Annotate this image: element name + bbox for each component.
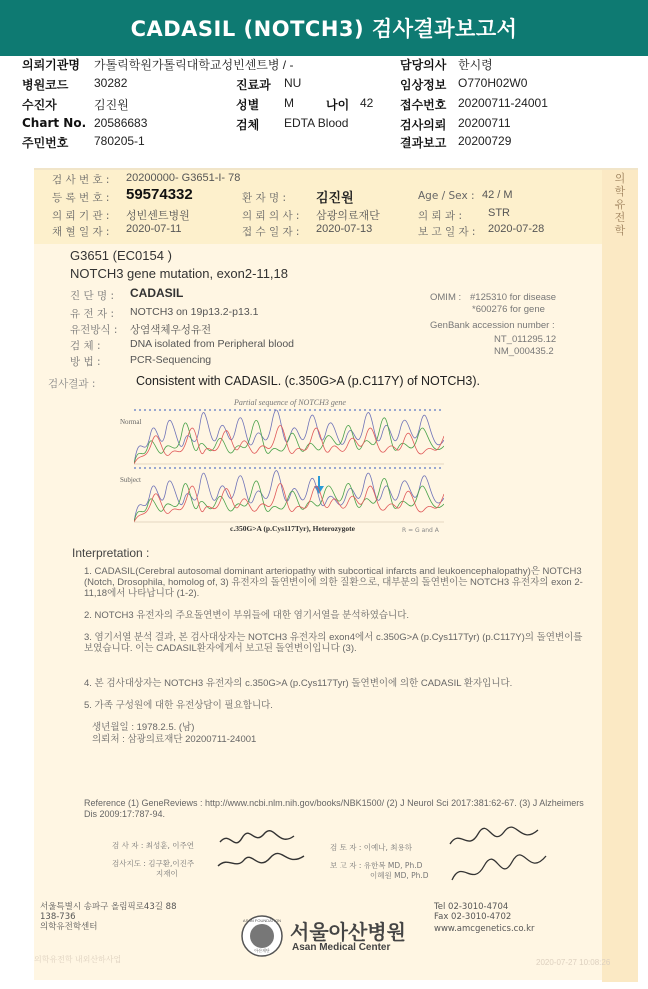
inheritance-value: 상염색체우성유전	[130, 324, 212, 336]
doctor-value: 삼광의료재단	[316, 210, 380, 222]
inst-label: 의 뢰 기 관 :	[52, 210, 110, 222]
examinee-label: 수진자	[22, 98, 57, 112]
address-line-1: 서울특별시 송파구 올림픽로43길 88	[40, 902, 177, 912]
tel: Tel 02-3010-4704	[434, 902, 509, 912]
collect-label: 채 혈 일 자 :	[52, 226, 110, 238]
website: www.amcgenetics.co.kr	[434, 924, 535, 934]
exam-no-value: 20200000- G3651-I- 78	[126, 172, 241, 184]
sex-value: M	[284, 96, 294, 110]
footer-left-faint: 의학유전학 내외산하사업	[34, 955, 122, 964]
gene-label: 유 전 자 :	[70, 308, 114, 320]
clinical-info-label: 임상정보	[400, 78, 447, 92]
report-title: CADASIL (NOTCH3) 검사결과보고서	[0, 0, 648, 56]
dept-label: 의 뢰 과 :	[418, 210, 462, 222]
report-label: 보 고 일 자 :	[418, 226, 476, 238]
sequence-ratio: R = G and A	[402, 527, 439, 534]
omim-gene: *600276 for gene	[472, 304, 545, 315]
age-label: 나이	[326, 98, 350, 112]
result-label: 검사결과 :	[48, 378, 96, 390]
sequence-normal-label: Normal	[120, 418, 142, 426]
hospital-code-label: 병원코드	[22, 78, 69, 92]
institution-value: 가톨릭학원가톨릭대학교성빈센트병 / -	[94, 58, 294, 72]
receipt-value: 2020-07-13	[316, 223, 373, 235]
exam-no-label: 검 사 번 호 :	[52, 174, 110, 186]
department-side-label: 의학유전학	[614, 172, 626, 237]
result-text: Consistent with CADASIL. (c.350G>A (p.C117Y) of NOTCH3).	[136, 374, 480, 388]
normal-trace	[134, 410, 444, 464]
reviewer-signatures	[442, 822, 552, 892]
interpretation-item-1: 1. CADASIL(Cerebral autosomal dominant arteriopathy with subcortical infarcts and leukoencephalopathy)은 NOTCH3 (Notch, Drosophila, homolog of, 3) 유전자의 돌연변이에 의한 질환으로, 대부분의 돌연변이는 NOTCH3 유전자의 exon 2-11,18에서 나타납니다 (1-2).	[84, 566, 583, 599]
hospital-logo-korean: 서울아산병원	[290, 920, 406, 944]
report-header	[0, 56, 648, 160]
inheritance-label: 유전방식 :	[70, 324, 118, 336]
genbank-nm: NM_000435.2	[494, 346, 554, 357]
sex-label: 성별	[236, 98, 260, 112]
report-value: 2020-07-28	[488, 223, 545, 235]
reviewer-2b: 이혜원 MD, Ph.D	[370, 871, 429, 880]
diagnosis-label: 진 단 명 :	[70, 290, 114, 302]
physician-label: 담당의사	[400, 58, 447, 72]
sequence-caption: c.350G>A (p.Cys117Tyr), Heterozygote	[230, 524, 356, 533]
report-date-label: 결과보고	[400, 136, 447, 150]
report-date-value: 20200729	[458, 134, 512, 148]
interpretation-item-5: 5. 가족 구성원에 대한 유전상담이 필요합니다.	[84, 700, 273, 711]
chart-no-value: 20586683	[94, 116, 148, 130]
inst-value: 성빈센트병원	[126, 210, 190, 222]
specimen-label: 검체	[236, 118, 260, 132]
tester-signatures	[214, 826, 314, 876]
clinical-info-value: O770H02W0	[458, 76, 528, 90]
reviewer-2: 보 고 자 : 유한복 MD, Ph.D	[330, 861, 423, 870]
chromatogram	[134, 406, 444, 526]
fax: Fax 02-3010-4702	[434, 912, 512, 922]
hospital-logo-english: Asan Medical Center	[292, 942, 391, 953]
resident-no-label: 주민번호	[22, 136, 69, 150]
interpretation-item-2: 2. NOTCH3 유전자의 주요돌연변이 부위들에 대한 염기서열을 분석하였습니다.	[84, 610, 410, 621]
reg-no-value: 59574332	[126, 186, 193, 203]
receipt-label: 접 수 일 자 :	[242, 226, 300, 238]
physician-value: 한시령	[458, 58, 493, 72]
receipt-no-label: 접수번호	[400, 98, 447, 112]
receipt-no-value: 20200711-24001	[458, 96, 548, 110]
footer-timestamp: 2020-07-27 10:08:26	[536, 958, 611, 967]
tester-2: 검사지도 : 김구환,이진주	[112, 859, 195, 868]
scanned-report	[34, 168, 638, 980]
specimen-doc-label: 검 체 :	[70, 340, 101, 352]
collect-value: 2020-07-11	[126, 223, 182, 235]
asan-seal-logo	[240, 914, 284, 958]
side-strip	[602, 170, 638, 982]
subject-trace	[134, 468, 444, 522]
method-label: 방 법 :	[70, 356, 101, 368]
method-value: PCR-Sequencing	[130, 354, 212, 366]
address-line-2: 138-736	[40, 912, 76, 922]
seal-inner-text: 아산재단	[254, 948, 270, 953]
tester-1: 검 사 자 : 최성훈, 이주연	[112, 841, 195, 850]
diagnosis-value: CADASIL	[130, 286, 184, 300]
request-date-label: 검사의뢰	[400, 118, 447, 132]
address-line-3: 의학유전학센터	[40, 922, 98, 932]
tester-2b: 지재이	[156, 869, 178, 878]
birth-date: 생년월일 : 1978.2.5. (남)	[92, 722, 195, 733]
resident-no-value: 780205-1	[94, 134, 145, 148]
reference: Reference (1) GeneReviews : http://www.ncbi.nlm.nih.gov/books/NBK1500/ (2) J Neurol Sci 2017:381:62-67. (3) J Alzheimers Dis 2009:17:787-94.	[84, 798, 584, 819]
chart-no-label: Chart No.	[22, 116, 87, 130]
department-label: 진료과	[236, 78, 271, 92]
gene-value: NOTCH3 on 19p13.2-p13.1	[130, 306, 259, 318]
hospital-code-value: 30282	[94, 76, 128, 90]
test-code: G3651 (EC0154 )	[70, 248, 172, 263]
seal-text: ASAN FOUNDATION	[242, 918, 282, 923]
request-date-value: 20200711	[458, 116, 511, 130]
interpretation-title: Interpretation :	[72, 546, 150, 560]
examinee-value: 김진원	[94, 98, 129, 112]
age-sex-label: Age / Sex :	[418, 190, 475, 202]
dept-value: STR	[488, 207, 510, 219]
reg-no-label: 등 록 번 호 :	[52, 192, 110, 204]
age-value: 42	[360, 96, 374, 110]
omim-label: OMIM :	[430, 292, 462, 303]
test-name: NOTCH3 gene mutation, exon2-11,18	[70, 266, 288, 281]
omim-disease: #125310 for disease	[470, 292, 557, 303]
age-sex-value: 42 / M	[482, 189, 513, 201]
patient-label: 환 자 명 :	[242, 192, 286, 204]
specimen-value: EDTA Blood	[284, 116, 349, 130]
patient-value: 김진원	[316, 191, 354, 206]
requester: 의뢰처 : 삼광의료재단 20200711-24001	[92, 734, 257, 745]
interpretation-item-3: 3. 염기서열 분석 결과, 본 검사대상자는 NOTCH3 유전자의 exon4에서 c.350G>A (p.Cys117Tyr) (p.C117Y)의 돌연변이를 보였습니다. 이는 CADASIL환자에게서 보고된 돌연변이입니다 (3).	[84, 632, 583, 654]
institution-label: 의뢰기관명	[22, 58, 80, 72]
genbank-nt: NT_011295.12	[494, 334, 557, 345]
genbank-label: GenBank accession number :	[430, 320, 555, 331]
interpretation-item-4: 4. 본 검사대상자는 NOTCH3 유전자의 c.350G>A (p.Cys117Tyr) 돌연변이에 의한 CADASIL 환자입니다.	[84, 678, 513, 689]
specimen-doc-value: DNA isolated from Peripheral blood	[130, 338, 295, 350]
sequence-subject-label: Subject	[120, 476, 141, 484]
department-value: NU	[284, 76, 302, 90]
doctor-label: 의 뢰 의 사 :	[242, 210, 300, 222]
sequence-title: Partial sequence of NOTCH3 gene	[234, 398, 346, 407]
reviewer-1: 검 토 자 : 이예나, 최용하	[330, 843, 413, 852]
